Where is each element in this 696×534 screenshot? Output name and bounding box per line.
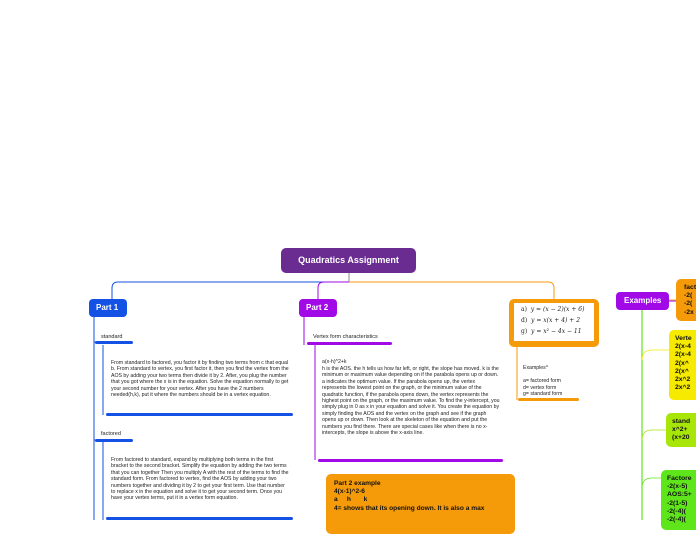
standard-underline [95,341,133,344]
examples-legend-title[interactable]: Examples^ [523,365,549,371]
vertex-characteristics-label[interactable]: Vertex form characteristics [313,334,378,340]
example-line: 2(x^ [675,367,689,375]
equation-text: y = (x − 2)(x + 6) [530,306,585,313]
example-line: -2( [684,300,693,308]
example-line: fact [684,284,696,291]
equation-text: y = x(x + 4) + 2 [531,317,581,324]
example-line: 2(x-4 [675,351,691,359]
equation-row [521,326,594,337]
example-factored-green-box[interactable] [661,470,696,530]
legend-factored: a= factored form [523,378,561,384]
factored-label[interactable]: factored [101,431,121,437]
equation-row [521,315,594,326]
standard-text-underline [106,413,293,416]
example-line: 2(x^ [675,359,689,367]
equation-letter: a) [521,306,527,313]
equation-text: y = x² − 4x − 11 [531,328,582,335]
example-line: -2(-4)( [667,507,686,515]
part2-example-box[interactable] [326,474,515,534]
example-line: 2(x-4 [675,343,691,351]
example-line: (x+20 [672,434,690,442]
root-topic[interactable]: Quadratics Assignment [281,248,416,273]
vertex-text-underline [318,459,503,462]
vertex-formula[interactable]: a(x-h)^2+k [322,359,347,365]
factored-underline [95,439,133,442]
part2-topic[interactable]: Part 2 [299,299,337,317]
example-vertex-box[interactable] [669,330,696,400]
part1-topic[interactable]: Part 1 [89,299,127,317]
standard-text[interactable]: From standard to factored, you factor it by finding two terms from c that equal b. From standard to vertex, you first factor it, then you find the vertex from the AOS by adding your two terms then divide it by 2. After, you plug the number that you got where the x is in the equation. Solve the equation normally to get your second number for your vertex. After you have the 2 numbers needed(h,k), put it where the numbers should be in a vertex equation. [111,360,289,399]
example-line: Verte [675,335,692,342]
vertex-text[interactable]: h is the AOS. the h tells us how far left, or right, the slope has moved. k is the minimum or maximum value depending on if the parabola opens up or down. a indicates the optimum value. If the parabola opens up, the vertex represents the lowest point on the graph, or the minimum value of the quadratic function, if the parabola opens down, the vertex represents the highest point on the graph, or the maximum value. To find the y-intercept, you simply plug in 0 as x in your equation and solve it. You create the equation by simply finding the AOS and the vertex on the graph and see if the graph opens up or down. Then look at the skeleton of the equation and put the numbers you find there. There are special cases like when there is no x-intercepts, the slope is above the x-axis line. [322,366,500,437]
example-factored-box[interactable] [676,279,696,321]
legend-standard: g= standard form [523,391,563,397]
vertex-characteristics-underline [307,342,392,345]
standard-label[interactable]: standard [101,334,123,340]
example-line: 2x^2 [675,376,691,384]
legend-vertex: d= vertex form [523,384,557,391]
equations-image-box[interactable] [509,299,599,347]
example-line: stand [672,418,691,425]
equations-image [514,303,594,341]
part2-example-note: 4= shows that its opening down. It is also a max [334,504,485,512]
example-line: -2(-4)( [667,516,686,524]
part2-example-formula: 4(x-1)^2-6 [334,488,365,496]
example-standard-box[interactable] [666,413,696,447]
part2-example-title: Part 2 example [334,480,381,487]
examples-topic[interactable]: Examples [616,292,669,310]
legend-underline [518,398,579,401]
example-line: Factore [667,475,692,482]
example-line: -2x [684,308,694,316]
example-line: x^2+ [672,426,688,434]
equation-row [521,304,594,315]
example-line: AOS:5+ [667,491,692,499]
example-line: -2(x-5) [667,483,688,491]
equation-letter: g) [521,328,528,335]
example-line: -2(1-5) [667,499,688,507]
equation-letter: d) [521,317,528,324]
example-line: -2( [684,292,693,300]
factored-text[interactable]: From factored to standard, expand by multiplying both terms in the first bracket to the second bracket. Simplify the equation by adding the two terms that you can together Then you multiply A with the rest of the terms to find the standard form. From factored to vertex, find the AOS by adding your two numbers together and dividing it by 2 to get your first term. Use that number to replace x in the equation and solve it to get your second term. Once you have your vertex terms, put it in a vertex form equation. [111,457,289,502]
example-line: 2x^2 [675,384,691,392]
part2-example-letters: a h k [334,496,368,504]
